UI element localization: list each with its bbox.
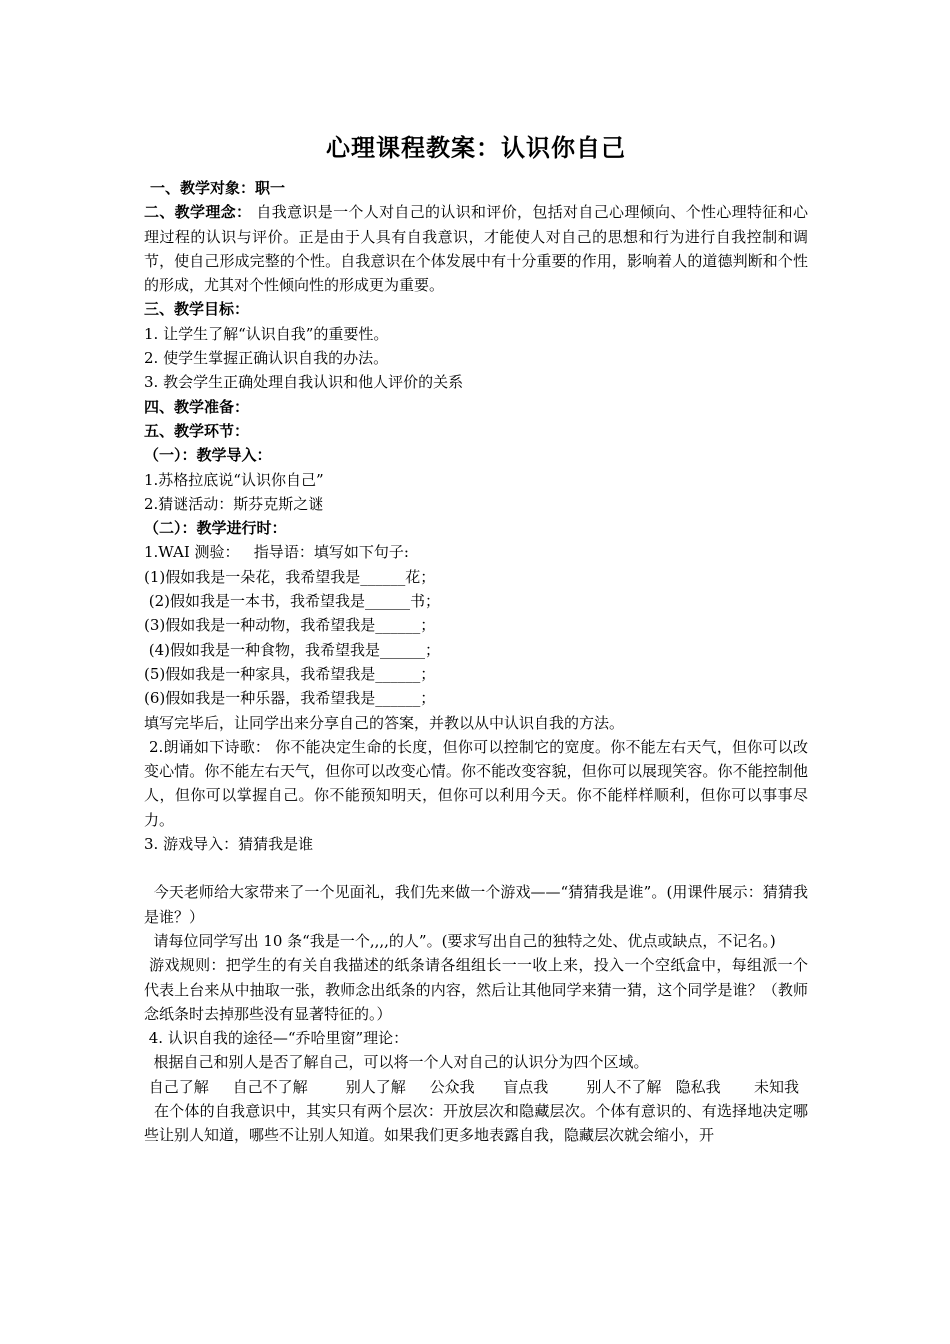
wai-item-2: (2)假如我是一本书，我希望我是______书； <box>144 592 441 611</box>
wai-item-1: (1)假如我是一朵花，我希望我是______花； <box>144 567 436 586</box>
game-rules-paragraph: 游戏规则：把学生的有关自我描述的纸条请各组组长一一收上来，投入一个空纸盒中，每组派一个代表上台来从中抽取一张，教师念出纸条的内容，然后让其他同学来猜一猜，这个同学是谁？（教师念纸条时去掉那些没有显著特征的。） <box>144 956 808 1023</box>
part-2-heading: （二）：教学进行时： <box>144 519 287 538</box>
wai-item-3: (3)假如我是一种动物，我希望我是______； <box>144 616 436 635</box>
wai-item-5: (5)假如我是一种家具，我希望我是______； <box>144 664 436 683</box>
blank-line <box>144 856 808 880</box>
johari-heading: 4. 认识自我的途径—“乔哈里窗”理论： <box>144 1029 409 1048</box>
document-page <box>144 130 808 1148</box>
goal-item-2: 2. 使学生掌握正确认识自我的办法。 <box>144 349 389 368</box>
game-paragraph-2: 请每位同学写出 10 条“我是一个,,,,的人”。(要求写出自己的独特之处、优点或缺点，不记名。) <box>144 931 776 950</box>
section-2-heading: 二、教学理念： <box>144 203 252 222</box>
section-4-heading: 四、教学准备： <box>144 397 250 416</box>
wai-item-6: (6)假如我是一种乐器，我希望我是______； <box>144 689 436 708</box>
part-1-heading: （一）：教学导入： <box>144 446 272 465</box>
goal-item-3: 3. 教会学生正确处理自我认识和他人评价的关系 <box>144 373 464 392</box>
goal-item-1: 1. 让学生了解“认识自我”的重要性。 <box>144 324 389 343</box>
wai-after-text: 填写完毕后，让同学出来分享自己的答案，并教以从中认识自我的方法。 <box>144 713 625 732</box>
wai-item-4: (4)假如我是一种食物，我希望我是______； <box>144 640 441 659</box>
section-1-heading: 一、教学对象：职一 <box>150 179 286 197</box>
johari-paragraph-1: 根据自己和别人是否了解自己，可以将一个人对自己的认识分为四个区域。 <box>144 1053 649 1072</box>
section-3-heading: 三、教学目标： <box>144 300 250 319</box>
document-title: 心理课程教案：认识你自己 <box>326 133 626 162</box>
intro-item-1: 1.苏格拉底说“认识你自己” <box>144 470 324 489</box>
wai-intro: 1.WAI 测验： 指导语：填写如下句子: <box>144 543 409 562</box>
intro-item-2: 2.猜谜活动：斯芬克斯之谜 <box>144 494 324 513</box>
section-2-paragraph <box>144 200 808 297</box>
section-2-text: 自我意识是一个人对自己的认识和评价，包括对自己心理倾向、个性心理特征和心理过程的认识与评价。正是由于人具有自我意识，才能使人对自己的思想和行为进行自我控制和调节，使自己形成完整的个性。自我意识在个体发展中有十分重要的作用，影响着人的道德判断和个性的形成，尤其对个性倾向性的形成更为重要。 <box>144 203 808 295</box>
johari-quadrant-labels: 自己了解 自己不了解 别人了解 公众我 盲点我 别人不了解 隐私我 未知我 <box>144 1077 800 1096</box>
poem-paragraph: 2.朗诵如下诗歌： 你不能决定生命的长度，但你可以控制它的宽度。你不能左右天气，但你可以改变心情。你不能左右天气，但你可以改变心情。你不能改变容貌，但你可以展现笑容。你不能控制他人，但你可以掌握自己。你不能预知明天，但你可以利用今天。你不能样样顺利，但你可以事事尽力。 <box>144 737 808 829</box>
johari-paragraph-2: 在个体的自我意识中，其实只有两个层次：开放层次和隐藏层次。个体有意识的、有选择地决定哪些让别人知道，哪些不让别人知道。如果我们更多地表露自我，隐藏层次就会缩小，开 <box>144 1101 808 1145</box>
game-paragraph-1: 今天老师给大家带来了一个见面礼，我们先来做一个游戏——“猜猜我是谁”。(用课件展示：猜猜我是谁？） <box>144 883 808 926</box>
section-5-heading: 五、教学环节： <box>144 421 250 440</box>
game-heading: 3. 游戏导入：猜猜我是谁 <box>144 835 314 854</box>
